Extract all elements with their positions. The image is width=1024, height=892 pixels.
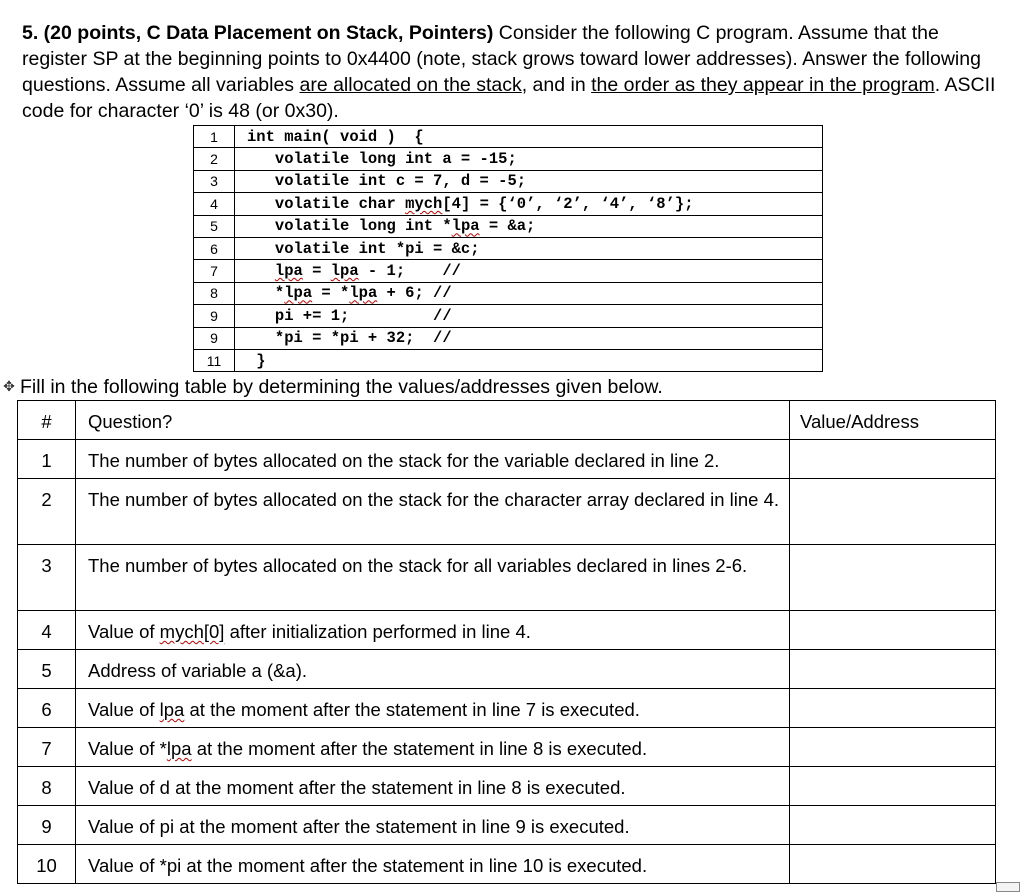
table-row <box>18 479 996 545</box>
row-num: 6 <box>18 689 76 728</box>
answer-cell[interactable] <box>790 650 996 689</box>
row-question: Value of d at the moment after the statement in line 8 is executed. <box>76 767 790 806</box>
code-line <box>194 327 823 349</box>
table-header-row <box>18 401 996 440</box>
code-text: volatile int *pi = &c; <box>235 237 823 259</box>
spellcheck-word: lpa <box>284 284 313 303</box>
answer-cell[interactable] <box>790 545 996 611</box>
row-num: 1 <box>18 440 76 479</box>
code-line <box>194 282 823 304</box>
code-text: volatile int c = 7, d = -5; <box>235 170 823 192</box>
code-line <box>194 349 823 371</box>
code-text: *lpa = *lpa + 6; // <box>235 282 823 304</box>
problem-underline-2: the order as they appear in the program <box>591 74 935 96</box>
row-question: Value of pi at the moment after the statement in line 9 is executed. <box>76 806 790 845</box>
answer-cell[interactable] <box>790 611 996 650</box>
code-line <box>194 170 823 192</box>
spellcheck-word: mych <box>405 194 443 213</box>
code-text: *pi = *pi + 32; // <box>235 327 823 349</box>
code-text: int main( void ) { <box>235 126 823 148</box>
row-num: 4 <box>18 611 76 650</box>
row-question: The number of bytes allocated on the stack for the variable declared in line 2. <box>76 440 790 479</box>
row-num: 5 <box>18 650 76 689</box>
code-text: volatile char mych[4] = {‘0’, ‘2’, ‘4’, ‘8’}; <box>235 193 823 215</box>
line-number: 11 <box>194 349 235 371</box>
header-value: Value/Address <box>790 401 996 440</box>
resize-handle[interactable] <box>996 882 1020 892</box>
spellcheck-word: lpa <box>166 738 192 759</box>
table-row <box>18 728 996 767</box>
row-num: 3 <box>18 545 76 611</box>
row-num: 9 <box>18 806 76 845</box>
row-question: Value of *lpa at the moment after the statement in line 8 is executed. <box>76 728 790 767</box>
spellcheck-word: lpa <box>330 262 359 281</box>
table-row <box>18 650 996 689</box>
answer-cell[interactable] <box>790 440 996 479</box>
spellcheck-word: lpa <box>451 217 480 236</box>
code-line <box>194 260 823 282</box>
code-text: volatile long int a = -15; <box>235 148 823 170</box>
code-line <box>194 305 823 327</box>
header-num: # <box>18 401 76 440</box>
answer-cell[interactable] <box>790 806 996 845</box>
move-handle-icon[interactable]: ✥ <box>3 378 15 394</box>
row-num: 7 <box>18 728 76 767</box>
answer-cell[interactable] <box>790 845 996 884</box>
table-row <box>18 611 996 650</box>
problem-statement <box>22 20 1007 124</box>
table-row <box>18 440 996 479</box>
line-number: 7 <box>194 260 235 282</box>
header-question: Question? <box>76 401 790 440</box>
code-listing <box>193 125 823 372</box>
row-question: Address of variable a (&a). <box>76 650 790 689</box>
spellcheck-word: lpa <box>349 284 378 303</box>
line-number: 8 <box>194 282 235 304</box>
code-text: lpa = lpa - 1; // <box>235 260 823 282</box>
problem-text-3: . ASCII code for character ‘0’ is 48 (or 0x30). <box>22 74 996 122</box>
row-question: Value of mych[0] after initialization performed in line 4. <box>76 611 790 650</box>
line-number: 2 <box>194 148 235 170</box>
answer-cell[interactable] <box>790 479 996 545</box>
spellcheck-word: lpa <box>274 262 303 281</box>
table-row <box>18 845 996 884</box>
row-num: 8 <box>18 767 76 806</box>
code-text: pi += 1; // <box>235 305 823 327</box>
row-num: 2 <box>18 479 76 545</box>
row-question: The number of bytes allocated on the stack for all variables declared in lines 2-6. <box>76 545 790 611</box>
table-row <box>18 545 996 611</box>
problem-text-2: , and in <box>521 74 592 96</box>
problem-underline-1: are allocated on the stack <box>299 74 522 96</box>
line-number: 1 <box>194 126 235 148</box>
spellcheck-word: mych[0] <box>159 621 225 642</box>
row-question: Value of *pi at the moment after the statement in line 10 is executed. <box>76 845 790 884</box>
code-text: } <box>235 349 823 371</box>
problem-heading: 5. (20 points, C Data Placement on Stack, Pointers) <box>22 22 494 44</box>
code-line <box>194 126 823 148</box>
line-number: 3 <box>194 170 235 192</box>
row-num: 10 <box>18 845 76 884</box>
table-row <box>18 767 996 806</box>
code-line <box>194 148 823 170</box>
answer-cell[interactable] <box>790 689 996 728</box>
table-row <box>18 806 996 845</box>
table-row <box>18 689 996 728</box>
problem-text-1: Consider the following C program. Assume that the register SP at the beginning points to 0x4400 (note, stack grows toward lower addresses). Answer the following questions. Assume all variables <box>22 22 981 96</box>
line-number: 4 <box>194 193 235 215</box>
spellcheck-word: lpa <box>159 699 185 720</box>
answer-cell[interactable] <box>790 767 996 806</box>
code-line <box>194 215 823 237</box>
row-question: Value of lpa at the moment after the statement in line 7 is executed. <box>76 689 790 728</box>
code-line <box>194 193 823 215</box>
line-number: 5 <box>194 215 235 237</box>
code-line <box>194 237 823 259</box>
line-number: 9 <box>194 305 235 327</box>
code-text: volatile long int *lpa = &a; <box>235 215 823 237</box>
line-number: 6 <box>194 237 235 259</box>
row-question: The number of bytes allocated on the stack for the character array declared in line 4. <box>76 479 790 545</box>
answer-cell[interactable] <box>790 728 996 767</box>
question-table <box>17 400 996 884</box>
fill-instruction: Fill in the following table by determining the values/addresses given below. <box>20 376 663 398</box>
line-number: 9 <box>194 327 235 349</box>
